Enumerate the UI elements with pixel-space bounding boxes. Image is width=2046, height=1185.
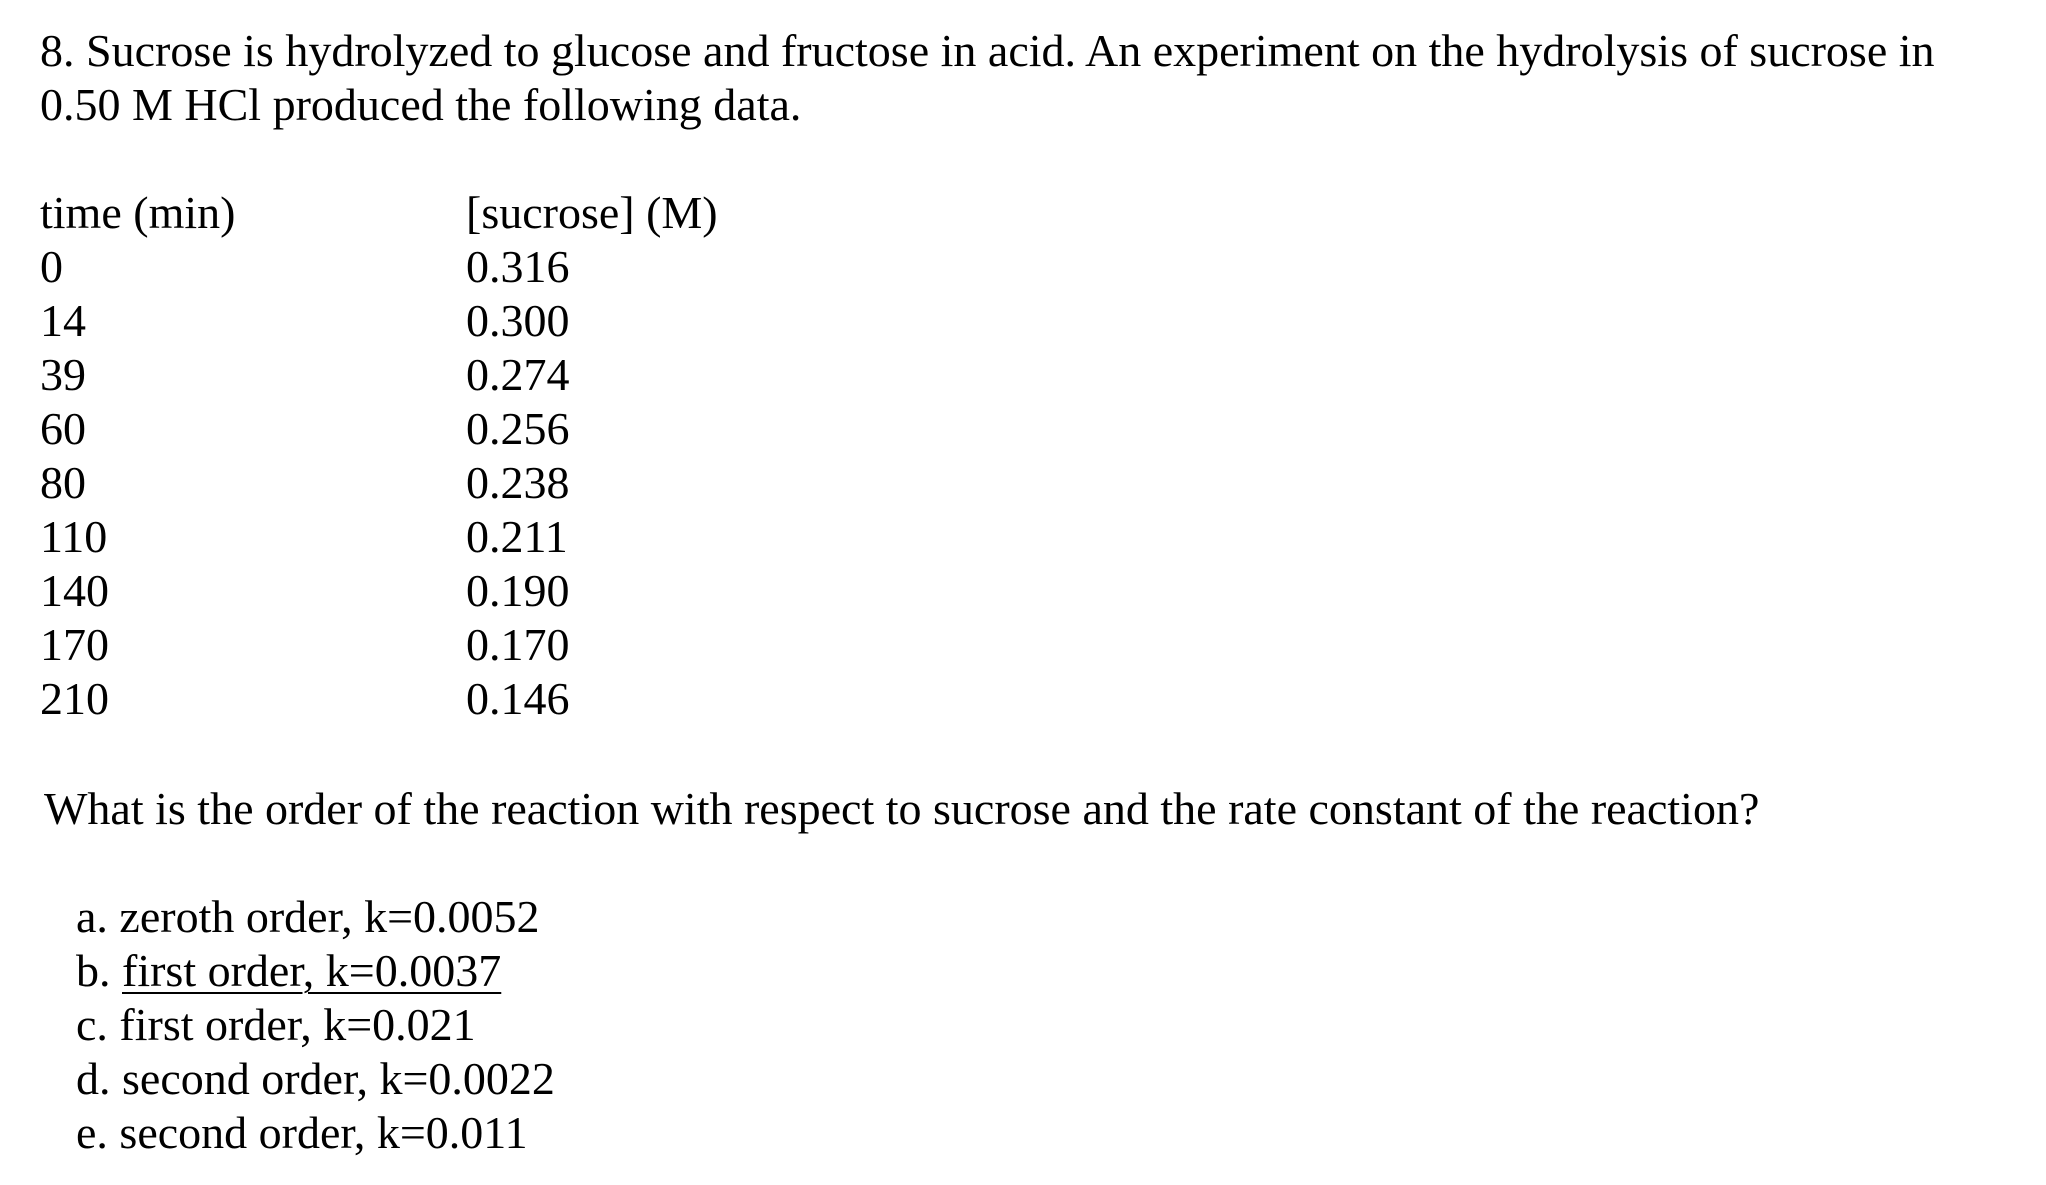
table-row [40,456,718,510]
table-row [40,294,718,348]
table-row [40,672,718,726]
option-letter: a. [76,891,108,942]
table-row [40,348,718,402]
option-text: second order, k=0.0022 [122,1053,555,1104]
header-sucrose: [sucrose] (M) [466,187,718,238]
option-text: zeroth order, k=0.0052 [119,891,540,942]
option-letter: d. [76,1053,111,1104]
time-cell: 60 [40,403,86,454]
sucrose-cell: 0.256 [466,403,570,454]
data-table-block [40,186,718,726]
table-row [40,402,718,456]
sucrose-cell: 0.316 [466,241,570,292]
option-c [76,998,555,1052]
option-b [76,944,555,998]
option-d [76,1052,555,1106]
sucrose-cell: 0.170 [466,619,570,670]
option-e [76,1106,555,1160]
table-row [40,240,718,294]
option-text: second order, k=0.011 [119,1107,528,1158]
sucrose-cell: 0.211 [466,511,568,562]
header-time: time (min) [40,187,236,238]
option-letter: c. [76,999,108,1050]
table-row [40,510,718,564]
sucrose-cell: 0.300 [466,295,570,346]
table-row [40,618,718,672]
option-a [76,890,555,944]
answer-options [76,890,555,1160]
option-text: first order, k=0.0037 [122,945,502,996]
table-row [40,564,718,618]
option-text: first order, k=0.021 [119,999,476,1050]
question-stem: 8. Sucrose is hydrolyzed to glucose and fructose in acid. An experiment on the hydrolysis of sucrose in 0.50 M HCl produced the following data. [40,25,1935,130]
sucrose-cell: 0.274 [466,349,570,400]
option-letter: e. [76,1107,108,1158]
time-cell: 110 [40,511,108,562]
sucrose-cell: 0.146 [466,673,570,724]
question-prompt: What is the order of the reaction with respect to sucrose and the rate constant of the reaction? [44,783,1760,834]
option-letter: b. [76,945,111,996]
time-cell: 39 [40,349,86,400]
time-cell: 140 [40,565,109,616]
time-cell: 170 [40,619,109,670]
time-cell: 210 [40,673,109,724]
time-cell: 80 [40,457,86,508]
sucrose-cell: 0.190 [466,565,570,616]
data-table [40,186,718,726]
time-cell: 0 [40,241,63,292]
table-header-row [40,186,718,240]
sucrose-cell: 0.238 [466,457,570,508]
time-cell: 14 [40,295,86,346]
